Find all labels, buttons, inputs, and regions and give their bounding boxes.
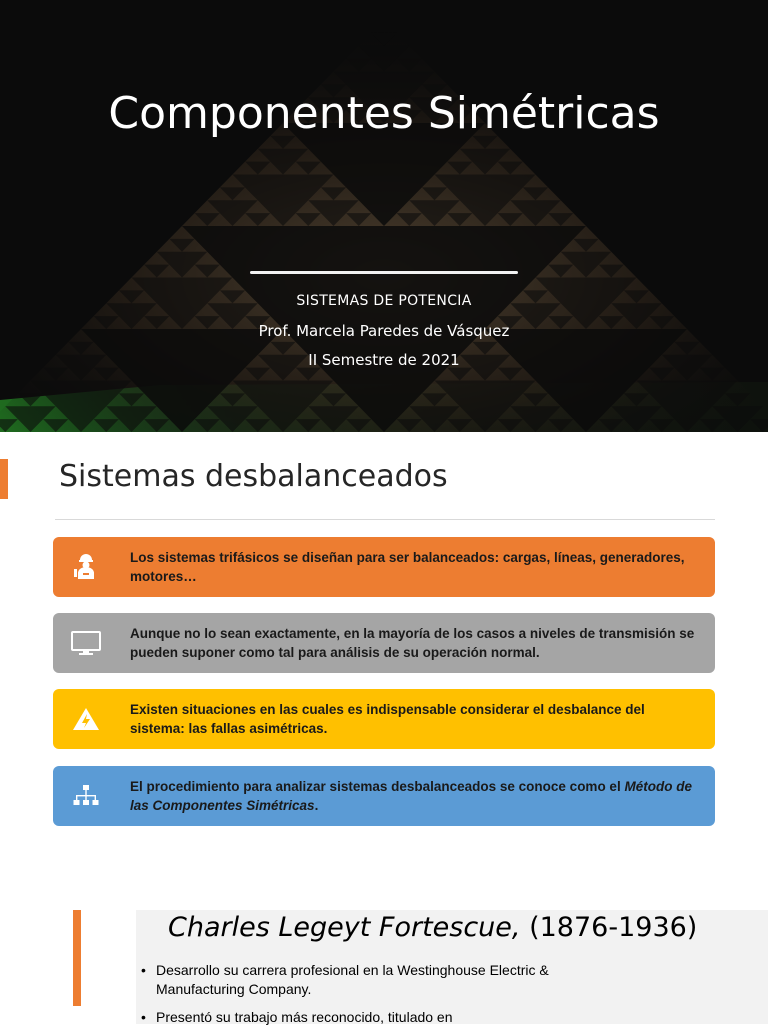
bullet-icon: • [141,1009,146,1025]
bullet-icon: • [141,962,146,978]
slide-title: Componentes Simétricas [108,88,660,139]
card-text-main: El procedimiento para analizar sistemas desbalanceados se conoce como el [130,779,625,794]
slide-title: Sistemas desbalanceados [59,459,448,494]
info-card-transmission [53,613,715,673]
hierarchy-icon [69,780,103,812]
card-text: Aunque no lo sean exactamente, en la mayoría de los casos a niveles de transmisión se pueden suponer como tal para análisis de su operación normal. [130,626,695,660]
title-rule [55,519,715,520]
title-slide [0,0,768,432]
semester-label: II Semestre de 2021 [308,351,460,369]
card-text [130,777,703,815]
title-divider [250,271,518,274]
title-accent-bar [73,910,81,1006]
professor-name: Prof. Marcela Paredes de Vásquez [258,322,510,340]
person-years: (1876-1936) [529,912,698,943]
bullet-item [141,961,561,999]
biography-slide [0,864,768,1024]
bullet-text: Presentó su trabajo más reconocido, titulado en [156,1009,453,1025]
card-text: Los sistemas trifásicos se diseñan para ser balanceados: cargas, líneas, generadores, motores… [130,550,685,584]
person-name: Charles Legeyt Fortescue, [168,912,521,943]
worker-icon [69,551,103,583]
card-text: Existen situaciones en las cuales es indispensable considerar el desbalance del sistema: las fallas asimétricas. [130,702,645,736]
info-card-balanced [53,537,715,597]
monitor-icon [69,627,103,659]
card-text-italic: Método de las Componentes Simétricas [130,779,692,813]
info-card-method [53,766,715,826]
card-text-end: . [314,798,319,813]
slide-title [168,912,697,943]
content-slide [0,432,768,864]
info-card-faults [53,689,715,749]
warning-icon [69,703,103,735]
bullet-list [141,961,561,1036]
title-accent-bar [0,459,8,499]
bullet-text: Desarrollo su carrera profesional en la Westinghouse Electric & Manufacturing Company. [156,962,549,997]
bullet-item [141,1008,561,1027]
course-name: SISTEMAS DE POTENCIA [296,293,472,309]
